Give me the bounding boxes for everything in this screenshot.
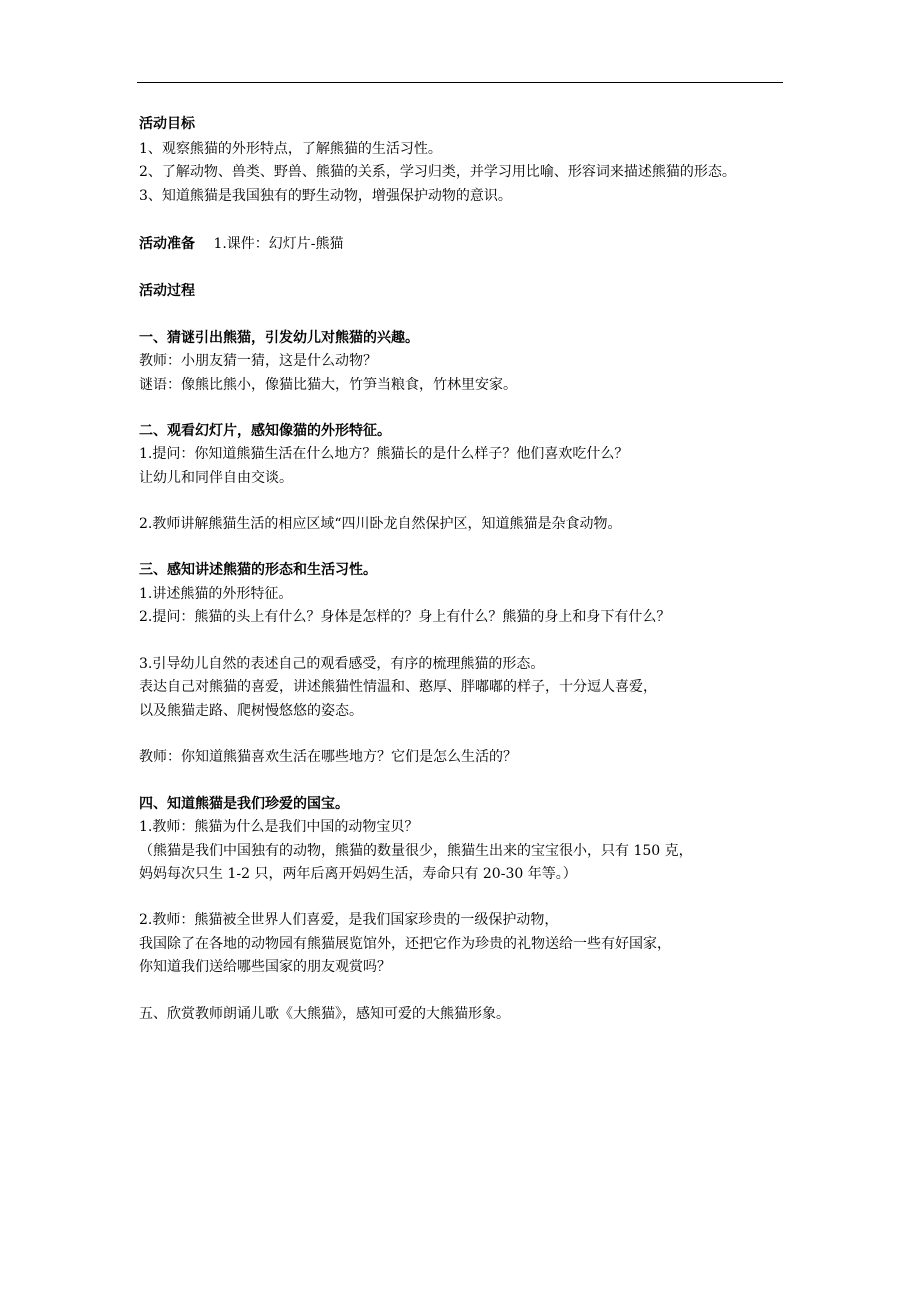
section-4-line-3: 妈妈每次只生 1-2 只，两年后离开妈妈生活，寿命只有 20-30 年等。）	[139, 866, 577, 882]
section-3-line-2: 2.提问：熊猫的头上有什么？身体是怎样的？身上有什么？熊猫的身上和身下有什么？	[139, 609, 671, 625]
section-4-line-2: （熊猫是我们中国独有的动物，熊猫的数量很少，熊猫生出来的宝宝很小，只有 150 克，	[139, 843, 693, 859]
section-2-heading: 二、观看幻灯片，感知像猫的外形特征。	[139, 423, 391, 439]
preparation-heading: 活动准备	[139, 236, 195, 252]
section-3-line-3: 3.引导幼儿自然的表述自己的观看感受，有序的梳理熊猫的形态。	[139, 656, 545, 672]
preparation-row	[139, 234, 344, 254]
section-4-line-4: 2.教师：熊猫被全世界人们喜爱，是我们国家珍贵的一级保护动物，	[139, 912, 559, 928]
section-5-line: 五、欣赏教师朗诵儿歌《大熊猫》，感知可爱的大熊猫形象。	[139, 1006, 510, 1022]
section-3-line-6: 教师：你知道熊猫喜欢生活在哪些地方？它们是怎么生活的？	[139, 749, 517, 765]
section-2-line-1: 1.提问：你知道熊猫生活在什么地方？熊猫长的是什么样子？他们喜欢吃什么？	[139, 446, 629, 462]
section-1-heading: 一、猜谜引出熊猫，引发幼儿对熊猫的兴趣。	[139, 330, 419, 346]
process-heading: 活动过程	[139, 283, 195, 299]
section-3-heading: 三、感知讲述熊猫的形态和生活习性。	[139, 562, 377, 578]
section-1-line-2: 谜语：像熊比熊小，像猫比猫大，竹笋当粮食，竹林里安家。	[139, 377, 517, 393]
section-3-line-5: 以及熊猫走路、爬树慢悠悠的姿态。	[139, 703, 363, 719]
section-4-heading: 四、知道熊猫是我们珍爱的国宝。	[139, 796, 349, 812]
objective-item-1: 1、观察熊猫的外形特点，了解熊猫的生活习性。	[139, 141, 442, 157]
section-4-line-5: 我国除了在各地的动物园有熊猫展览馆外，还把它作为珍贵的礼物送给一些有好国家，	[139, 936, 671, 952]
preparation-text: 1.课件：幻灯片-熊猫	[213, 236, 344, 252]
objective-item-2: 2、了解动物、兽类、野兽、熊猫的关系，学习归类，并学习用比喻、形容词来描述熊猫的形态。	[139, 164, 736, 180]
section-4-line-6: 你知道我们送给哪些国家的朋友观赏吗？	[139, 959, 391, 975]
objectives-heading: 活动目标	[139, 116, 195, 132]
objective-item-3: 3、知道熊猫是我国独有的野生动物，增强保护动物的意识。	[139, 188, 512, 204]
section-4-line-1: 1.教师：熊猫为什么是我们中国的动物宝贝？	[139, 819, 419, 835]
section-1-line-1: 教师：小朋友猜一猜，这是什么动物？	[139, 353, 377, 369]
section-2-line-3: 2.教师讲解熊猫生活的相应区域“四川卧龙自然保护区，知道熊猫是杂食动物。	[139, 516, 622, 532]
section-3-line-4: 表达自己对熊猫的喜爱，讲述熊猫性情温和、憨厚、胖嘟嘟的样子，十分逗人喜爱，	[139, 679, 657, 695]
header-rule	[137, 82, 783, 83]
section-3-line-1: 1.讲述熊猫的外形特征。	[139, 586, 293, 602]
section-2-line-2: 让幼儿和同伴自由交谈。	[139, 470, 293, 486]
